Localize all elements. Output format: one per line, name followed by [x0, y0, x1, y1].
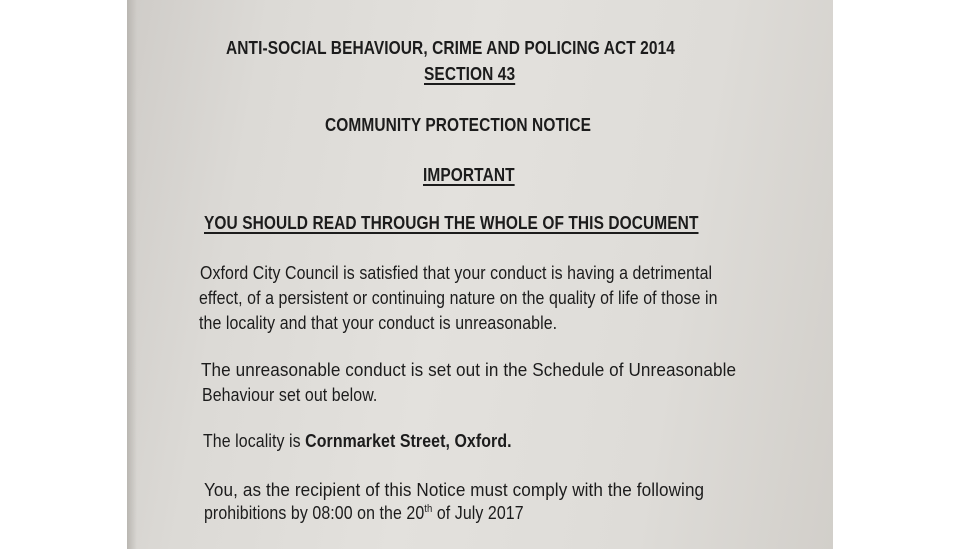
paragraph-3-line-2 [204, 502, 524, 524]
paragraph-2-line-1: The unreasonable conduct is set out in the Schedule of Unreasonable [201, 359, 737, 380]
section-number: SECTION 43 [424, 64, 516, 84]
locality-line [203, 430, 512, 452]
notice-paper [127, 0, 833, 549]
locality-prefix: The locality is [203, 430, 306, 451]
ordinal-suffix: th [424, 502, 433, 515]
act-title: ANTI-SOCIAL BEHAVIOUR, CRIME AND POLICING ACT 2014 [226, 38, 675, 58]
deadline-text: prohibitions by 08:00 on the 20 [204, 502, 425, 523]
paragraph-1-line-1: Oxford City Council is satisfied that your conduct is having a detrimental [200, 262, 713, 283]
paragraph-1-line-2: effect, of a persistent or continuing nature on the quality of life of those in [199, 287, 718, 308]
locality-value: Cornmarket Street, Oxford. [305, 430, 512, 451]
paragraph-3-line-1: You, as the recipient of this Notice must comply with the following [204, 479, 705, 500]
paper-fold-shadow [127, 0, 137, 549]
deadline-month-year: of July 2017 [432, 502, 524, 523]
read-instruction: YOU SHOULD READ THROUGH THE WHOLE OF THIS DOCUMENT [204, 213, 699, 233]
paragraph-2-line-2: Behaviour set out below. [202, 384, 378, 405]
notice-title: COMMUNITY PROTECTION NOTICE [325, 115, 592, 135]
important-heading: IMPORTANT [423, 165, 515, 185]
paragraph-1-line-3: the locality and that your conduct is unreasonable. [199, 312, 558, 333]
